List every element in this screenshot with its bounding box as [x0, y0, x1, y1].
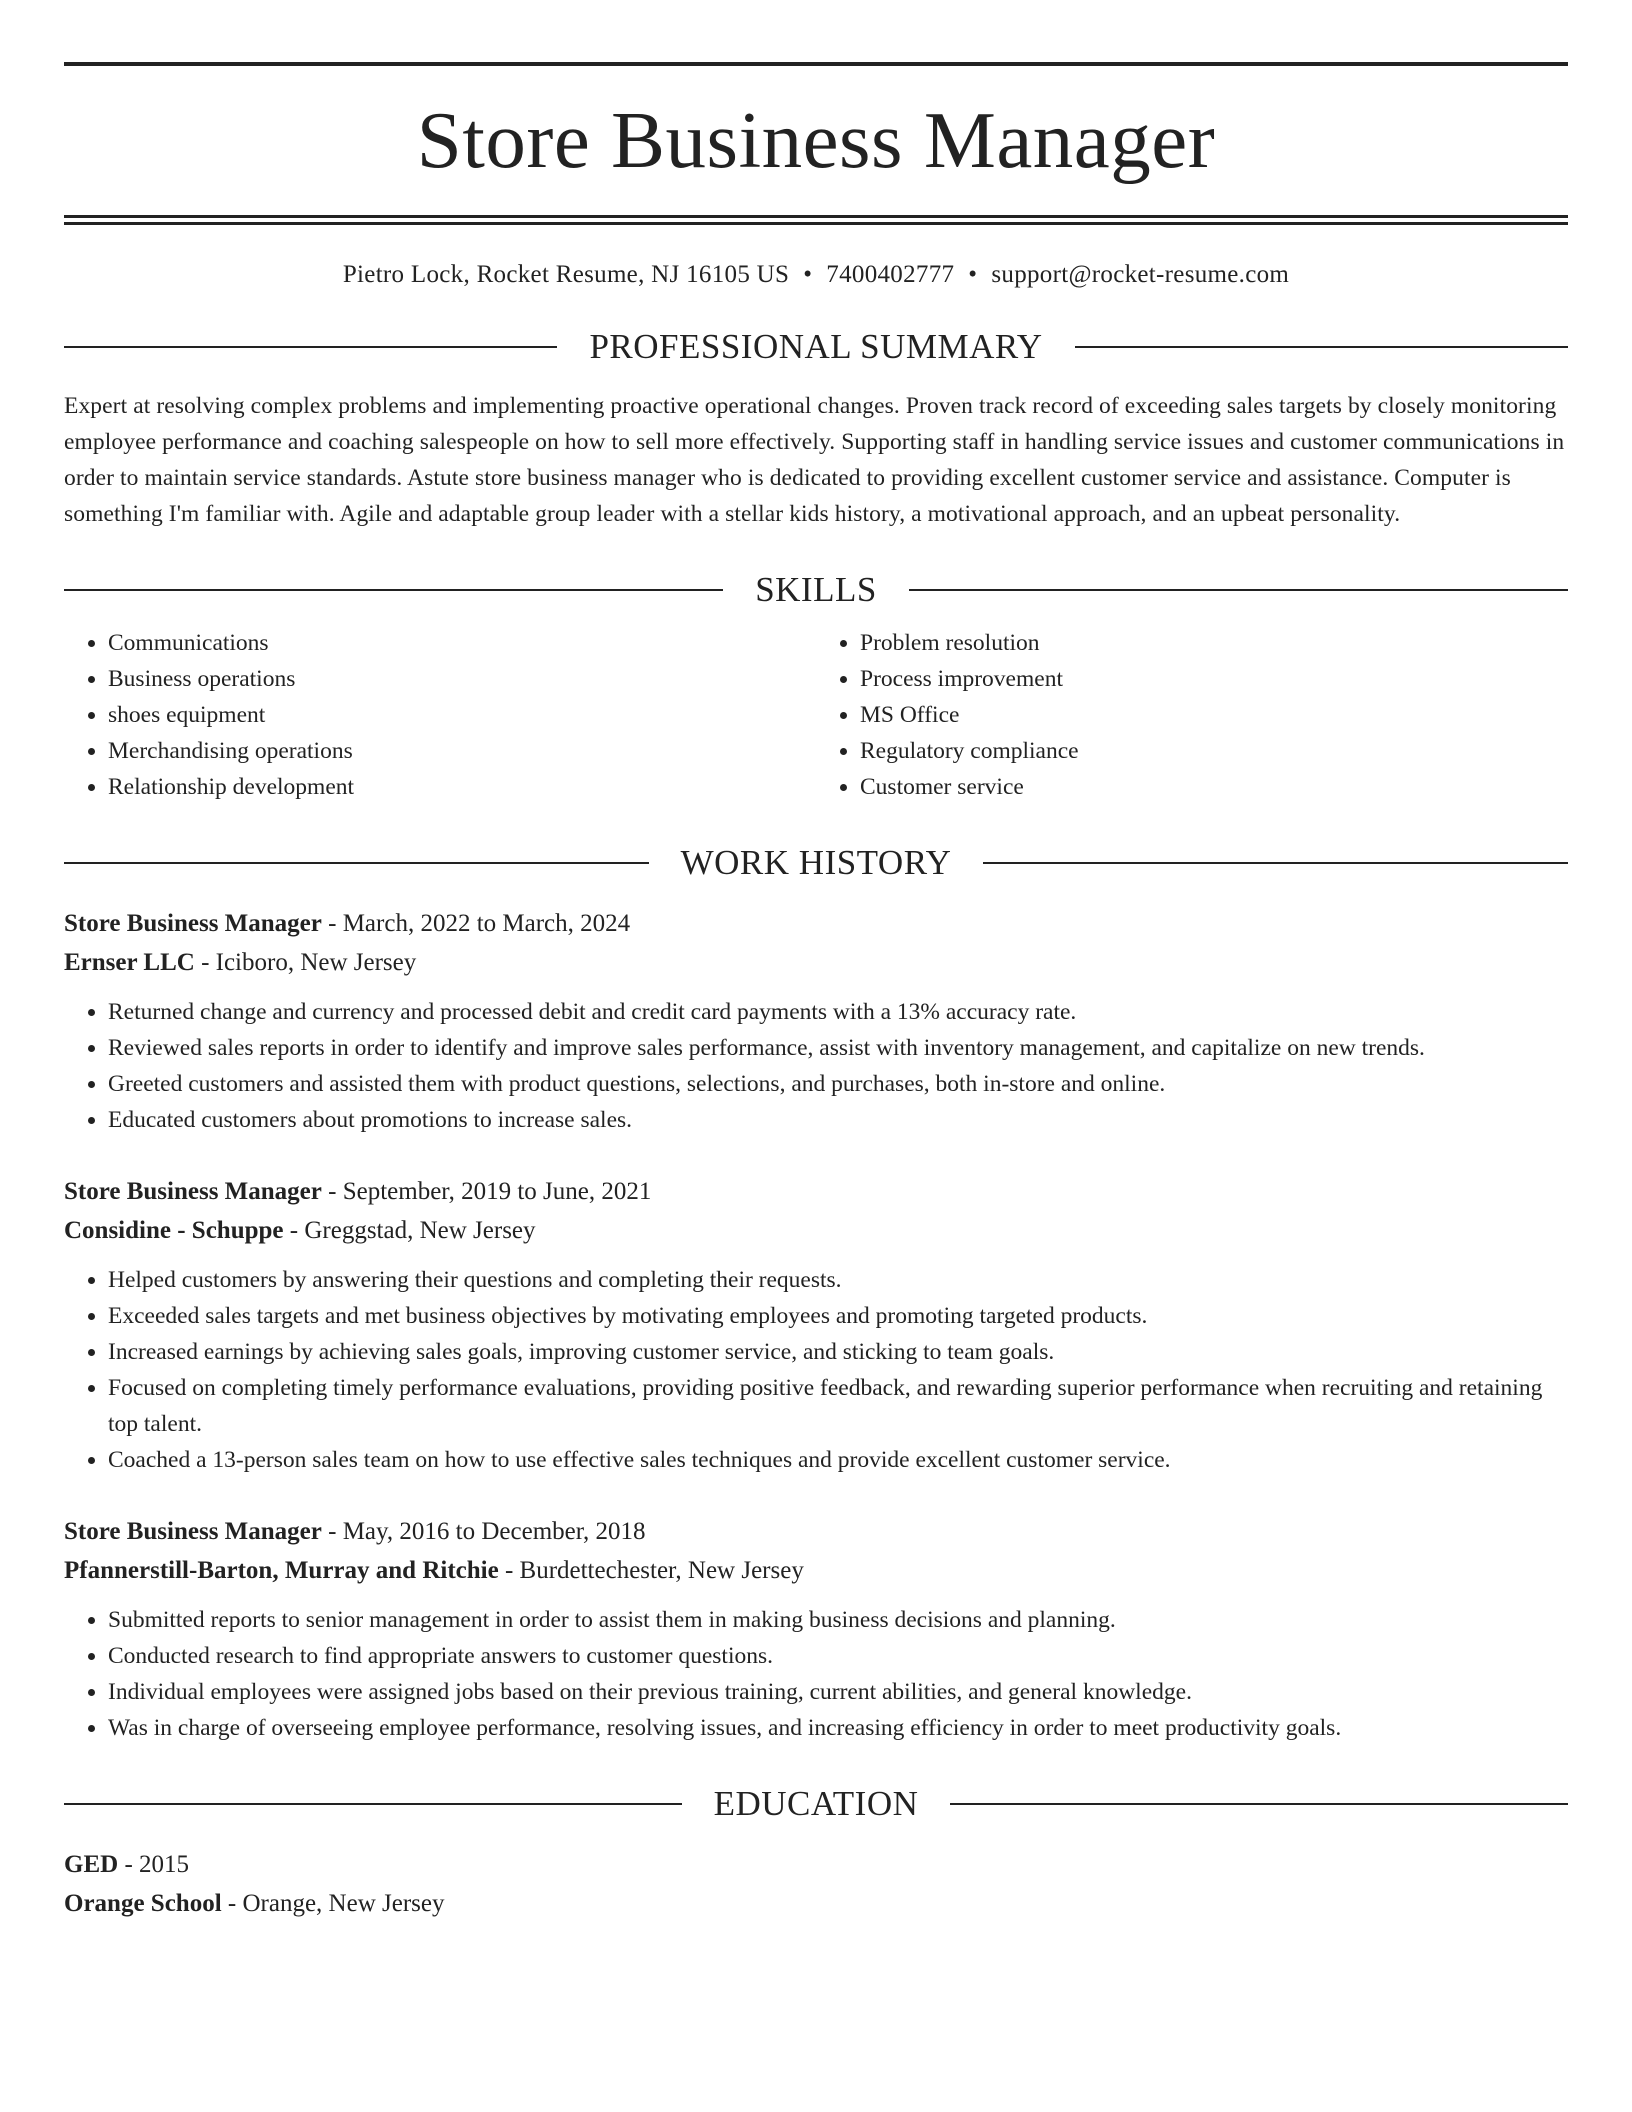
title-double-rule [64, 215, 1568, 225]
job-title-line [64, 1512, 1568, 1551]
job-bullets [64, 1602, 1568, 1746]
job-entry [64, 1172, 1568, 1478]
summary-heading [64, 329, 1568, 364]
job-dates: - May, 2016 to December, 2018 [321, 1518, 646, 1545]
skill-item: • Customer service [860, 769, 1568, 805]
job-bullet: • Was in charge of overseeing employee performance, resolving issues, and increasing efficiency in order to meet productivity goals. [108, 1710, 1568, 1746]
job-company: Ernser LLC [64, 949, 195, 976]
education-degree: GED [64, 1851, 119, 1878]
job-bullets [64, 1262, 1568, 1478]
job-bullet: • Conducted research to find appropriate answers to customer questions. [108, 1638, 1568, 1674]
job-company-line [64, 943, 1568, 982]
skill-item: • Relationship development [108, 769, 816, 805]
job-location: - Iciboro, New Jersey [194, 949, 417, 976]
skills-column-right [816, 625, 1568, 805]
job-location: - Burdettechester, New Jersey [498, 1557, 804, 1584]
job-company-line [64, 1211, 1568, 1250]
contact-separator: • [803, 261, 813, 288]
job-bullet: • Submitted reports to senior management in order to assist them in making business decisions and planning. [108, 1602, 1568, 1638]
contact-email: support@rocket-resume.com [991, 261, 1290, 288]
job-location: - Greggstad, New Jersey [283, 1217, 536, 1244]
contact-phone: 7400402777 [826, 261, 955, 288]
skills-heading [64, 572, 1568, 607]
job-bullet: • Focused on completing timely performance evaluations, providing positive feedback, and rewarding superior performance when recruiting and retaining top talent. [108, 1370, 1568, 1442]
job-entry [64, 904, 1568, 1138]
heading-rule-right [1075, 346, 1568, 348]
heading-rule-left [64, 589, 723, 591]
job-bullet: • Individual employees were assigned jobs based on their previous training, current abilities, and general knowledge. [108, 1674, 1568, 1710]
education-year: - 2015 [118, 1851, 190, 1878]
section-title-work: WORK HISTORY [680, 843, 952, 882]
job-bullet: • Increased earnings by achieving sales goals, improving customer service, and sticking to team goals. [108, 1334, 1568, 1370]
job-title: Store Business Manager [64, 1518, 322, 1545]
contact-separator: • [968, 261, 978, 288]
job-entry [64, 1512, 1568, 1746]
skill-item: • Merchandising operations [108, 733, 816, 769]
job-bullet: • Exceeded sales targets and met business objectives by motivating employees and promoting targeted products. [108, 1298, 1568, 1334]
job-bullet: • Greeted customers and assisted them with product questions, selections, and purchases, both in-store and online. [108, 1066, 1568, 1102]
skills-column-left [64, 625, 816, 805]
job-bullet: • Coached a 13-person sales team on how to use effective sales techniques and provide excellent customer service. [108, 1442, 1568, 1478]
skill-item: • MS Office [860, 697, 1568, 733]
job-company: Considine - Schuppe [64, 1217, 284, 1244]
skill-item: • Communications [108, 625, 816, 661]
job-bullets [64, 994, 1568, 1138]
skill-item: • shoes equipment [108, 697, 816, 733]
job-bullet: • Returned change and currency and processed debit and credit card payments with a 13% accuracy rate. [108, 994, 1568, 1030]
job-company: Pfannerstill-Barton, Murray and Ritchie [64, 1557, 499, 1584]
skills-list [64, 625, 1568, 805]
contact-address: Pietro Lock, Rocket Resume, NJ 16105 US [342, 261, 790, 288]
section-title-education: EDUCATION [713, 1784, 919, 1823]
education-location: - Orange, New Jersey [221, 1890, 445, 1917]
section-title-skills: SKILLS [755, 570, 877, 609]
skill-item: • Regulatory compliance [860, 733, 1568, 769]
job-title: Store Business Manager [64, 1178, 322, 1205]
job-title-line [64, 904, 1568, 943]
job-dates: - September, 2019 to June, 2021 [321, 1178, 652, 1205]
job-dates: - March, 2022 to March, 2024 [321, 910, 631, 937]
heading-rule-right [950, 1803, 1568, 1805]
heading-rule-right [909, 589, 1568, 591]
top-rule [64, 62, 1568, 66]
resume-title: Store Business Manager [416, 95, 1216, 185]
job-title-line [64, 1172, 1568, 1211]
job-bullet: • Educated customers about promotions to increase sales. [108, 1102, 1568, 1138]
heading-rule-left [64, 862, 649, 864]
education-school-line [64, 1884, 1568, 1923]
section-title-summary: PROFESSIONAL SUMMARY [589, 327, 1043, 366]
job-bullet: • Helped customers by answering their questions and completing their requests. [108, 1262, 1568, 1298]
work-heading [64, 845, 1568, 880]
heading-rule-left [64, 1803, 682, 1805]
job-company-line [64, 1551, 1568, 1590]
education-entry [64, 1845, 1568, 1923]
summary-text: Expert at resolving complex problems and implementing proactive operational changes. Proven track record of exceeding sales targets by closely monitoring employee performance and coaching salespeople on how to sell more effectively. Supporting staff in handling service issues and customer communications in order to maintain service standards. Astute store business manager who is dedicated to providing excellent customer service and assistance. Computer is something I'm familiar with. Agile and adaptable group leader with a stellar kids history, a motivational approach, and an upbeat personality. [64, 393, 1565, 527]
heading-rule-right [983, 862, 1568, 864]
job-title: Store Business Manager [64, 910, 322, 937]
skill-item: • Process improvement [860, 661, 1568, 697]
education-degree-line [64, 1845, 1568, 1884]
skill-item: • Business operations [108, 661, 816, 697]
contact-line [64, 261, 1568, 289]
job-bullet: • Reviewed sales reports in order to identify and improve sales performance, assist with inventory management, and capitalize on new trends. [108, 1030, 1568, 1066]
skill-item: • Problem resolution [860, 625, 1568, 661]
education-school: Orange School [64, 1890, 222, 1917]
heading-rule-left [64, 346, 557, 348]
education-heading [64, 1786, 1568, 1821]
